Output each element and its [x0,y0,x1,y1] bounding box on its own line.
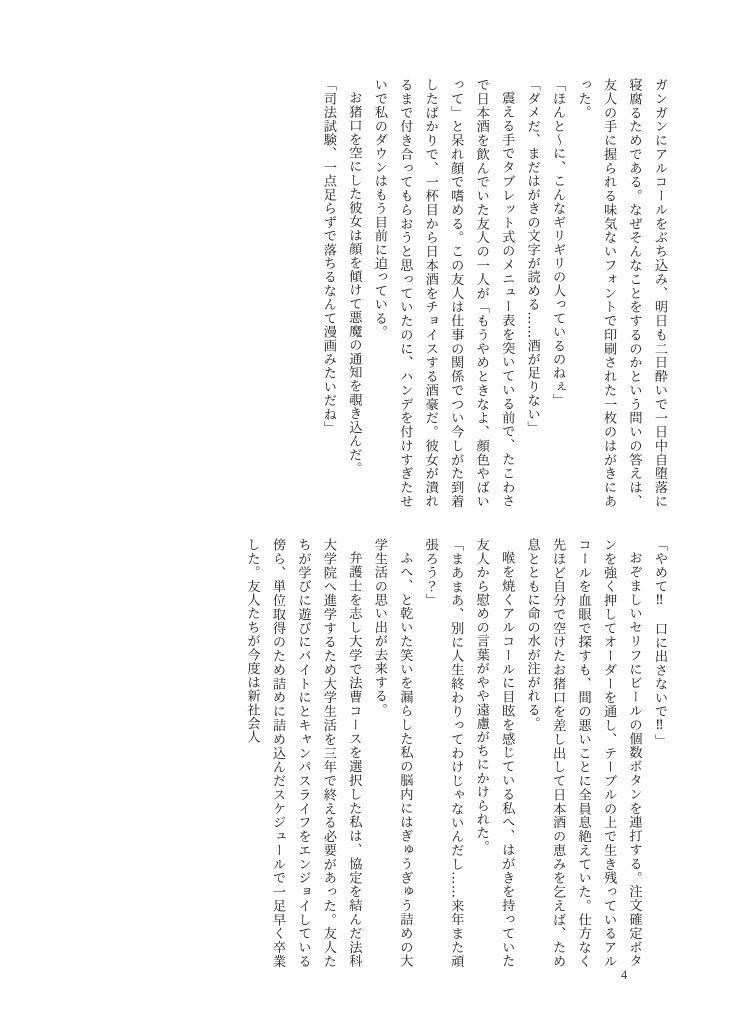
paragraph: ふへ、と乾いた笑いを漏らした私の脳内にはぎゅうぎゅう詰めの大学生活の思い出が去来する。 [371,538,413,968]
paragraph: 喉を焼くアルコールに目眩を感じている私へ、はがきを持っていた友人から慰めの言葉がやや遠慮がちにかけられた。 [473,538,515,968]
page-number: 4 [621,968,628,982]
paragraph-dialogue: 「司法試験、一点足らずで落ちるなんて漫画みたいだね」 [320,78,336,435]
paragraph-dialogue: 「ほんと〜に、こんなギリギリの人っているのねぇ」 [550,78,566,408]
paragraph: おぞましいセリフにビールの個数ボタンを連打する。注文確定ボタンを強く押してオーダーを通し、テーブルの上で生き残っているアルコールを血眼で探すも、間の悪いことに全員息絶えていた。仕方なく先ほど自分で空けたお猪口を差し出して日本酒の恵みを乞えば、ため息とともに命の水が注がれる。 [524,538,642,968]
text-block-bottom [90,538,672,968]
paragraph: お猪口を空にした彼女は顔を傾けて悪魔の通知を覗き込んだ。 [346,91,362,476]
paragraph-dialogue: 「まあまあ、別に人生終わりってわけじゃないんだし……来年また頑張ろう？」 [422,538,464,968]
text-block-top [90,78,672,508]
paragraph: 震える手でタブレット式のメニュー表を突いている前で、たこわさで日本酒を飲んでいた友人の一人が「もうやめときなよ、顔色やばいって」と呆れ顔で嗜める。この友人は仕事の関係でつい今しがた到着したばかりで、一杯目から日本酒をチョイスする酒豪だ。彼女が潰れるまで付き合ってもらおうと思っていたのに、ハンデを付けすぎたせいで私のダウンはもう目前に迫っている。 [371,78,515,508]
paragraph-dialogue: 「ダメだ、まだはがきの文字が読める……酒が足りない」 [524,78,540,435]
paragraph: 弁護士を志し大学で法曹コースを選択した私は、協定を結んだ法科大学院へ進学するため大学生活を三年で終える必要があった。友人たちが学びに遊びにバイトにとキャンパスライフをエンジョイしている傍ら、単位取得のため詰めに詰め込んだスケジュールで一足早く卒業した。友人たちが今度は新社会人 [244,538,362,968]
paragraph: ガンガンにアルコールをぶち込み、明日も二日酔いで一日中自堕落に寝腐るためである。なぜそんなことをするのかという問いの答えは、友人の手に握られる味気ないフォントで印刷された一枚のはがきにあった。 [575,78,667,508]
paragraph-dialogue: 「やめて‼ 口に出さないで‼」 [652,538,667,748]
